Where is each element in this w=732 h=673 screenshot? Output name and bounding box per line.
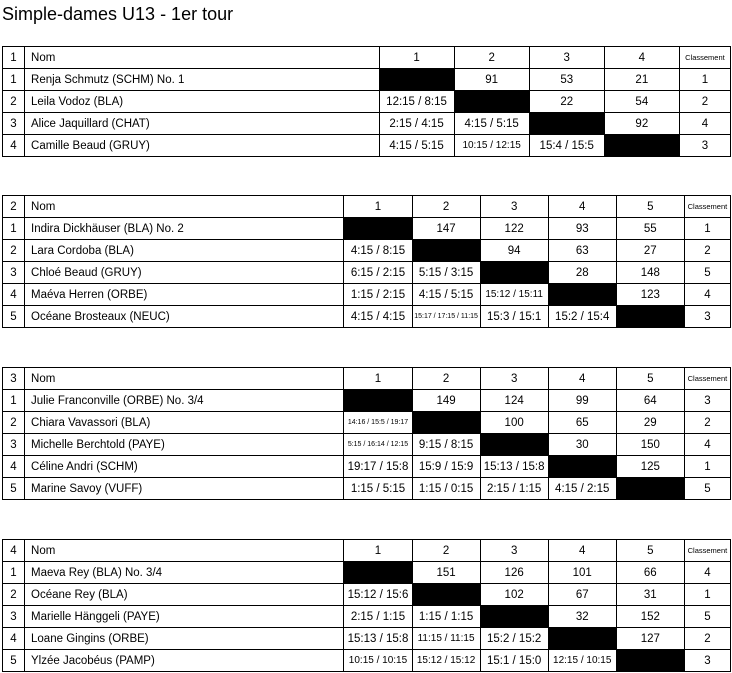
opponent-column-header: 1 bbox=[379, 47, 454, 69]
player-row bbox=[3, 218, 731, 240]
match-cell: 4:15 / 8:15 bbox=[344, 240, 412, 262]
match-cell: 32 bbox=[548, 606, 616, 628]
player-row bbox=[3, 606, 731, 628]
match-cell: 6:15 / 2:15 bbox=[344, 262, 412, 284]
player-row bbox=[3, 240, 731, 262]
player-rank: 1 bbox=[684, 584, 730, 606]
match-cell: 148 bbox=[616, 262, 684, 284]
player-position: 4 bbox=[3, 135, 25, 157]
player-position: 1 bbox=[3, 218, 25, 240]
match-cell: 19:17 / 15:8 bbox=[344, 456, 412, 478]
player-position: 4 bbox=[3, 284, 25, 306]
player-name: Alice Jaquillard (CHAT) bbox=[25, 113, 379, 135]
match-cell: 15:17 / 17:15 / 11:15 bbox=[412, 306, 480, 328]
match-cell: 22 bbox=[529, 91, 604, 113]
player-name: Julie Franconville (ORBE) No. 3/4 bbox=[25, 390, 344, 412]
self-match-cell bbox=[616, 306, 684, 328]
player-name: Maéva Herren (ORBE) bbox=[25, 284, 344, 306]
self-match-cell bbox=[548, 284, 616, 306]
group-table bbox=[2, 46, 731, 157]
match-cell: 30 bbox=[548, 434, 616, 456]
opponent-column-header: 1 bbox=[344, 540, 412, 562]
self-match-cell bbox=[480, 262, 548, 284]
match-cell: 1:15 / 0:15 bbox=[412, 478, 480, 500]
match-cell: 149 bbox=[412, 390, 480, 412]
name-column-header: Nom bbox=[25, 540, 344, 562]
match-cell: 15:13 / 15:8 bbox=[480, 456, 548, 478]
player-position: 3 bbox=[3, 113, 25, 135]
opponent-column-header: 2 bbox=[412, 368, 480, 390]
match-cell: 150 bbox=[616, 434, 684, 456]
self-match-cell bbox=[480, 606, 548, 628]
match-cell: 27 bbox=[616, 240, 684, 262]
match-cell: 152 bbox=[616, 606, 684, 628]
player-name: Lara Cordoba (BLA) bbox=[25, 240, 344, 262]
match-cell: 151 bbox=[412, 562, 480, 584]
self-match-cell bbox=[548, 456, 616, 478]
self-match-cell bbox=[616, 478, 684, 500]
player-position: 1 bbox=[3, 390, 25, 412]
match-cell: 100 bbox=[480, 412, 548, 434]
player-position: 2 bbox=[3, 91, 25, 113]
player-row bbox=[3, 412, 731, 434]
match-cell: 15:1 / 15:0 bbox=[480, 650, 548, 672]
player-rank: 3 bbox=[684, 390, 730, 412]
classement-column-header: Classement bbox=[684, 368, 730, 390]
page-title: Simple-dames U13 - 1er tour bbox=[2, 4, 234, 24]
match-cell: 4:15 / 5:15 bbox=[379, 135, 454, 157]
match-cell: 28 bbox=[548, 262, 616, 284]
player-row bbox=[3, 284, 731, 306]
match-cell: 2:15 / 1:15 bbox=[344, 606, 412, 628]
player-rank: 3 bbox=[679, 135, 730, 157]
match-cell: 101 bbox=[548, 562, 616, 584]
match-cell: 21 bbox=[604, 69, 679, 91]
match-cell: 147 bbox=[412, 218, 480, 240]
opponent-column-header: 5 bbox=[616, 540, 684, 562]
player-row bbox=[3, 91, 731, 113]
group-number: 4 bbox=[3, 540, 25, 562]
player-rank: 1 bbox=[684, 456, 730, 478]
match-cell: 5:15 / 3:15 bbox=[412, 262, 480, 284]
player-position: 1 bbox=[3, 69, 25, 91]
match-cell: 4:15 / 5:15 bbox=[454, 113, 529, 135]
player-row bbox=[3, 69, 731, 91]
match-cell: 92 bbox=[604, 113, 679, 135]
group-header-row bbox=[3, 47, 731, 69]
match-cell: 4:15 / 2:15 bbox=[548, 478, 616, 500]
match-cell: 127 bbox=[616, 628, 684, 650]
self-match-cell bbox=[412, 412, 480, 434]
player-name: Loane Gingins (ORBE) bbox=[25, 628, 344, 650]
player-row bbox=[3, 584, 731, 606]
player-position: 3 bbox=[3, 262, 25, 284]
match-cell: 4:15 / 4:15 bbox=[344, 306, 412, 328]
player-rank: 3 bbox=[684, 650, 730, 672]
group-table bbox=[2, 367, 731, 500]
player-rank: 5 bbox=[684, 478, 730, 500]
player-rank: 5 bbox=[684, 606, 730, 628]
match-cell: 15:3 / 15:1 bbox=[480, 306, 548, 328]
player-position: 2 bbox=[3, 584, 25, 606]
player-name: Ylzée Jacobéus (PAMP) bbox=[25, 650, 344, 672]
match-cell: 15:2 / 15:2 bbox=[480, 628, 548, 650]
match-cell: 54 bbox=[604, 91, 679, 113]
player-rank: 2 bbox=[679, 91, 730, 113]
group-number: 1 bbox=[3, 47, 25, 69]
player-row bbox=[3, 456, 731, 478]
match-cell: 124 bbox=[480, 390, 548, 412]
player-row bbox=[3, 434, 731, 456]
match-cell: 10:15 / 12:15 bbox=[454, 135, 529, 157]
match-cell: 99 bbox=[548, 390, 616, 412]
match-cell: 126 bbox=[480, 562, 548, 584]
player-position: 4 bbox=[3, 628, 25, 650]
opponent-column-header: 3 bbox=[480, 540, 548, 562]
group-header-row bbox=[3, 196, 731, 218]
player-rank: 4 bbox=[679, 113, 730, 135]
player-name: Océane Rey (BLA) bbox=[25, 584, 344, 606]
match-cell: 10:15 / 10:15 bbox=[344, 650, 412, 672]
match-cell: 15:9 / 15:9 bbox=[412, 456, 480, 478]
match-cell: 2:15 / 1:15 bbox=[480, 478, 548, 500]
player-position: 5 bbox=[3, 306, 25, 328]
opponent-column-header: 2 bbox=[412, 540, 480, 562]
match-cell: 122 bbox=[480, 218, 548, 240]
player-row bbox=[3, 650, 731, 672]
player-rank: 1 bbox=[679, 69, 730, 91]
match-cell: 91 bbox=[454, 69, 529, 91]
match-cell: 1:15 / 1:15 bbox=[412, 606, 480, 628]
match-cell: 14:16 / 15:5 / 19:17 bbox=[344, 412, 412, 434]
player-row bbox=[3, 262, 731, 284]
group-header-row bbox=[3, 368, 731, 390]
player-name: Camille Beaud (GRUY) bbox=[25, 135, 379, 157]
self-match-cell bbox=[616, 650, 684, 672]
opponent-column-header: 2 bbox=[454, 47, 529, 69]
player-rank: 1 bbox=[684, 218, 730, 240]
classement-column-header: Classement bbox=[684, 540, 730, 562]
self-match-cell bbox=[529, 113, 604, 135]
name-column-header: Nom bbox=[25, 47, 379, 69]
player-name: Maeva Rey (BLA) No. 3/4 bbox=[25, 562, 344, 584]
player-row bbox=[3, 306, 731, 328]
player-row bbox=[3, 478, 731, 500]
match-cell: 1:15 / 2:15 bbox=[344, 284, 412, 306]
player-rank: 5 bbox=[684, 262, 730, 284]
player-name: Marielle Hänggeli (PAYE) bbox=[25, 606, 344, 628]
player-position: 5 bbox=[3, 650, 25, 672]
match-cell: 67 bbox=[548, 584, 616, 606]
player-name: Chiara Vavassori (BLA) bbox=[25, 412, 344, 434]
match-cell: 15:13 / 15:8 bbox=[344, 628, 412, 650]
opponent-column-header: 4 bbox=[548, 540, 616, 562]
opponent-column-header: 4 bbox=[548, 368, 616, 390]
player-name: Océane Brosteaux (NEUC) bbox=[25, 306, 344, 328]
self-match-cell bbox=[454, 91, 529, 113]
player-rank: 4 bbox=[684, 434, 730, 456]
player-row bbox=[3, 113, 731, 135]
match-cell: 15:4 / 15:5 bbox=[529, 135, 604, 157]
match-cell: 9:15 / 8:15 bbox=[412, 434, 480, 456]
player-row bbox=[3, 562, 731, 584]
player-rank: 2 bbox=[684, 240, 730, 262]
opponent-column-header: 3 bbox=[529, 47, 604, 69]
opponent-column-header: 5 bbox=[616, 196, 684, 218]
match-cell: 125 bbox=[616, 456, 684, 478]
match-cell: 5:15 / 16:14 / 12:15 bbox=[344, 434, 412, 456]
match-cell: 66 bbox=[616, 562, 684, 584]
opponent-column-header: 4 bbox=[604, 47, 679, 69]
self-match-cell bbox=[344, 390, 412, 412]
opponent-column-header: 3 bbox=[480, 368, 548, 390]
self-match-cell bbox=[604, 135, 679, 157]
match-cell: 15:12 / 15:6 bbox=[344, 584, 412, 606]
group-number: 3 bbox=[3, 368, 25, 390]
self-match-cell bbox=[548, 628, 616, 650]
player-position: 2 bbox=[3, 412, 25, 434]
name-column-header: Nom bbox=[25, 196, 344, 218]
player-name: Renja Schmutz (SCHM) No. 1 bbox=[25, 69, 379, 91]
opponent-column-header: 2 bbox=[412, 196, 480, 218]
player-row bbox=[3, 390, 731, 412]
player-rank: 4 bbox=[684, 284, 730, 306]
match-cell: 63 bbox=[548, 240, 616, 262]
match-cell: 65 bbox=[548, 412, 616, 434]
match-cell: 11:15 / 11:15 bbox=[412, 628, 480, 650]
match-cell: 53 bbox=[529, 69, 604, 91]
player-position: 4 bbox=[3, 456, 25, 478]
player-name: Céline Andri (SCHM) bbox=[25, 456, 344, 478]
self-match-cell bbox=[480, 434, 548, 456]
player-position: 3 bbox=[3, 606, 25, 628]
opponent-column-header: 4 bbox=[548, 196, 616, 218]
classement-column-header: Classement bbox=[679, 47, 730, 69]
self-match-cell bbox=[379, 69, 454, 91]
match-cell: 31 bbox=[616, 584, 684, 606]
match-cell: 15:12 / 15:12 bbox=[412, 650, 480, 672]
self-match-cell bbox=[344, 218, 412, 240]
match-cell: 15:2 / 15:4 bbox=[548, 306, 616, 328]
player-position: 3 bbox=[3, 434, 25, 456]
self-match-cell bbox=[412, 584, 480, 606]
match-cell: 12:15 / 10:15 bbox=[548, 650, 616, 672]
player-row bbox=[3, 628, 731, 650]
match-cell: 55 bbox=[616, 218, 684, 240]
player-name: Chloé Beaud (GRUY) bbox=[25, 262, 344, 284]
match-cell: 94 bbox=[480, 240, 548, 262]
match-cell: 29 bbox=[616, 412, 684, 434]
match-cell: 4:15 / 5:15 bbox=[412, 284, 480, 306]
match-cell: 2:15 / 4:15 bbox=[379, 113, 454, 135]
player-rank: 4 bbox=[684, 562, 730, 584]
opponent-column-header: 5 bbox=[616, 368, 684, 390]
group-table bbox=[2, 195, 731, 328]
player-rank: 3 bbox=[684, 306, 730, 328]
player-name: Marine Savoy (VUFF) bbox=[25, 478, 344, 500]
match-cell: 123 bbox=[616, 284, 684, 306]
player-position: 5 bbox=[3, 478, 25, 500]
player-name: Indira Dickhäuser (BLA) No. 2 bbox=[25, 218, 344, 240]
group-number: 2 bbox=[3, 196, 25, 218]
player-name: Michelle Berchtold (PAYE) bbox=[25, 434, 344, 456]
match-cell: 64 bbox=[616, 390, 684, 412]
player-row bbox=[3, 135, 731, 157]
match-cell: 15:12 / 15:11 bbox=[480, 284, 548, 306]
match-cell: 12:15 / 8:15 bbox=[379, 91, 454, 113]
match-cell: 93 bbox=[548, 218, 616, 240]
match-cell: 1:15 / 5:15 bbox=[344, 478, 412, 500]
group-header-row bbox=[3, 540, 731, 562]
name-column-header: Nom bbox=[25, 368, 344, 390]
self-match-cell bbox=[344, 562, 412, 584]
match-cell: 102 bbox=[480, 584, 548, 606]
player-rank: 2 bbox=[684, 628, 730, 650]
player-position: 2 bbox=[3, 240, 25, 262]
classement-column-header: Classement bbox=[684, 196, 730, 218]
opponent-column-header: 1 bbox=[344, 368, 412, 390]
opponent-column-header: 1 bbox=[344, 196, 412, 218]
group-table bbox=[2, 539, 731, 672]
player-rank: 2 bbox=[684, 412, 730, 434]
player-name: Leila Vodoz (BLA) bbox=[25, 91, 379, 113]
self-match-cell bbox=[412, 240, 480, 262]
opponent-column-header: 3 bbox=[480, 196, 548, 218]
player-position: 1 bbox=[3, 562, 25, 584]
